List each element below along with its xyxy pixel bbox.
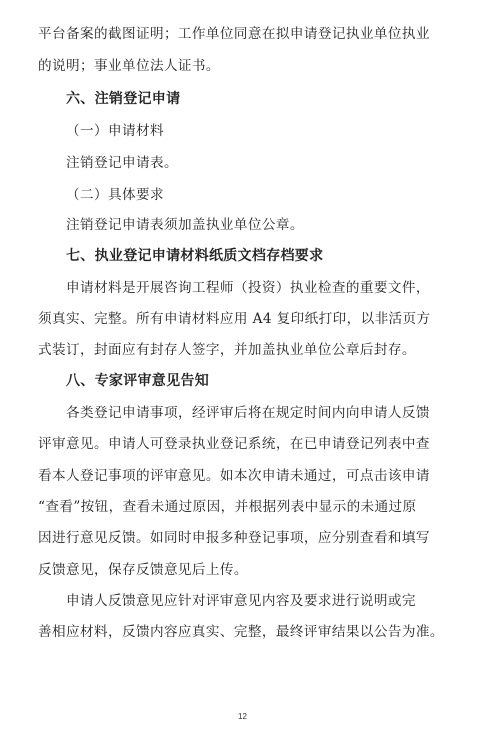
body-line-4: 注销登记申请表须加盖执业单位公章。 bbox=[66, 217, 304, 233]
body-line-12: 因进行意见反馈。如同时申报多种登记事项，应分别查看和填写 bbox=[38, 530, 430, 546]
body-line-7: 式装订，封面应有封存人签字，并加盖执业单位公章后封存。 bbox=[38, 342, 416, 358]
subheading-specific-requirements: （二）具体要求 bbox=[66, 187, 164, 203]
subheading-application-materials: （一）申请材料 bbox=[66, 123, 164, 139]
body-line-11: “查看”按钮，查看未通过原因，并根据列表中显示的未通过原 bbox=[38, 499, 417, 515]
body-line-10: 看本人登记事项的评审意见。如本次申请未通过，可点击该申请 bbox=[38, 468, 430, 484]
body-line-6: 须真实、完整。所有申请材料应用 A4 复印纸打印，以非活页方 bbox=[38, 311, 431, 327]
body-line-8: 各类登记申请事项，经评审后将在规定时间内向申请人反馈 bbox=[66, 405, 430, 421]
body-line-1: 平台备案的截图证明；工作单位同意在拟申请登记执业单位执业 bbox=[38, 26, 430, 42]
body-line-9: 评审意见。申请人可登录执业登记系统，在已申请登记列表中查 bbox=[38, 436, 430, 452]
section-heading-6: 六、注销登记申请 bbox=[66, 91, 181, 107]
body-line-14: 申请人反馈意见应针对评审意见内容及要求进行说明或完 bbox=[66, 593, 416, 609]
body-line-5: 申请材料是开展咨询工程师（投资）执业检查的重要文件， bbox=[66, 280, 430, 296]
body-line-15: 善相应材料，反馈内容应真实、完整，最终评审结果以公告为准。 bbox=[38, 624, 444, 640]
body-line-3: 注销登记申请表。 bbox=[66, 155, 178, 171]
page-number: 12 bbox=[238, 712, 247, 721]
body-line-2: 的说明；事业单位法人证书。 bbox=[38, 58, 220, 74]
section-heading-7: 七、执业登记申请材料纸质文档存档要求 bbox=[66, 248, 324, 264]
section-heading-8: 八、专家评审意见告知 bbox=[66, 373, 209, 389]
body-line-13: 反馈意见，保存反馈意见后上传。 bbox=[38, 562, 248, 578]
